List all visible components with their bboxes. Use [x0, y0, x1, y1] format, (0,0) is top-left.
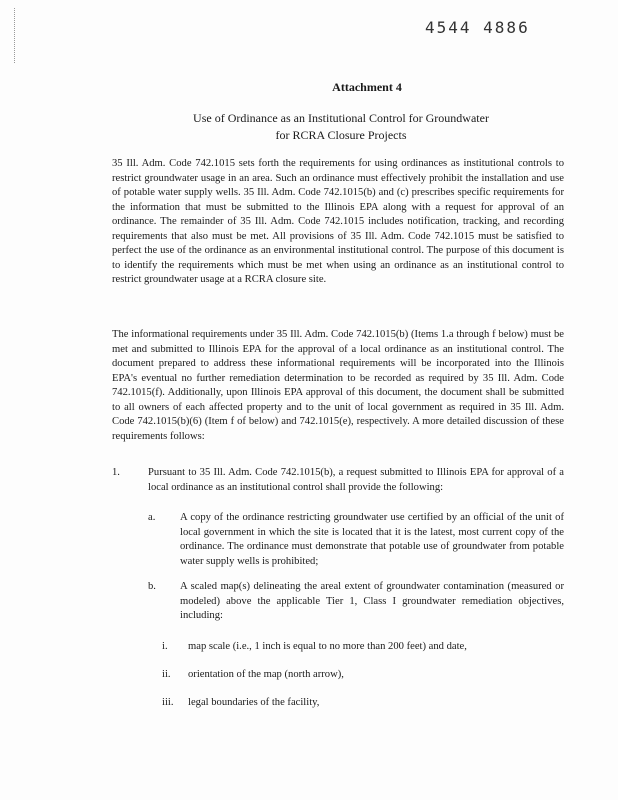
document-stamp-number: 4544 4886 [425, 18, 530, 37]
list-item-marker: 1. [112, 467, 120, 478]
list-item-marker: a. [148, 512, 156, 523]
sub-list-marker: iii. [162, 697, 174, 708]
subtitle-line-1: Use of Ordinance as an Institutional Control for Groundwater [193, 111, 489, 125]
subtitle-line-2: for RCRA Closure Projects [275, 128, 407, 142]
sub-list-marker: ii. [162, 669, 171, 680]
list-item-text: Pursuant to 35 Ill. Adm. Code 742.1015(b), a request submitted to Illinois EPA for approval of a local ordinance as an institutional control shall provide the following: [148, 467, 564, 493]
attachment-title: Attachment 4 [332, 80, 402, 94]
sub-list-marker: i. [162, 641, 168, 652]
list-item-marker: b. [148, 581, 156, 592]
sub-list-text: orientation of the map (north arrow), [188, 669, 344, 680]
sub-list-text: legal boundaries of the facility, [188, 697, 320, 708]
list-item-text: A scaled map(s) delineating the areal extent of groundwater contamination (measured or modeled) above the applicable Tier 1, Class I groundwater remediation objectives, including: [180, 581, 564, 621]
document-subtitle [32, 110, 618, 144]
requirements-paragraph: The informational requirements under 35 Ill. Adm. Code 742.1015(b) (Items 1.a through f below) must be met and submitted to Illinois EPA for the approval of a local ordinance as an institutional control. The document prepared to address these informational requirements will be incorporated into the Illinois EPA's eventual no further remediation determination to be recorded as required by 35 Ill. Adm. Code 742.1015(f). Additionally, upon Illinois EPA approval of this document, the document shall be submitted to all owners of each affected property and to the unit of local government as required in 35 Ill. Adm. Code 742.1015(b)(6) (Item f of below) and 742.1015(e), respectively. A more detailed discussion of these requirements follows: [112, 329, 564, 442]
scan-edge-marks [14, 8, 17, 63]
intro-paragraph: 35 Ill. Adm. Code 742.1015 sets forth the requirements for using ordinances as institutional controls to restrict groundwater usage in an area. Such an ordinance must effectively prohibit the installation and use of potable water supply wells. 35 Ill. Adm. Code 742.1015(b) and (c) prescribes specific requirements for the information that must be submitted to the Illinois EPA along with a request for approval of an ordinance. The remainder of 35 Ill. Adm. Code 742.1015 includes notification, tracking, and recording requirements that also must be met. All provisions of 35 Ill. Adm. Code 742.1015 must be satisfied to perfect the use of the ordinance as an environmental institutional control. The purpose of this document is to identify the requirements which must be met when using an ordinance as an institutional control to restrict groundwater usage at a RCRA closure site. [112, 158, 564, 285]
sub-list-text: map scale (i.e., 1 inch is equal to no more than 200 feet) and date, [188, 641, 467, 652]
list-item-text: A copy of the ordinance restricting groundwater use certified by an official of the unit of local government in which the site is located that it is the latest, most current copy of the ordinance. The ordinance must demonstrate that potable use of groundwater from potable water supply wells is prohibited; [180, 512, 564, 567]
